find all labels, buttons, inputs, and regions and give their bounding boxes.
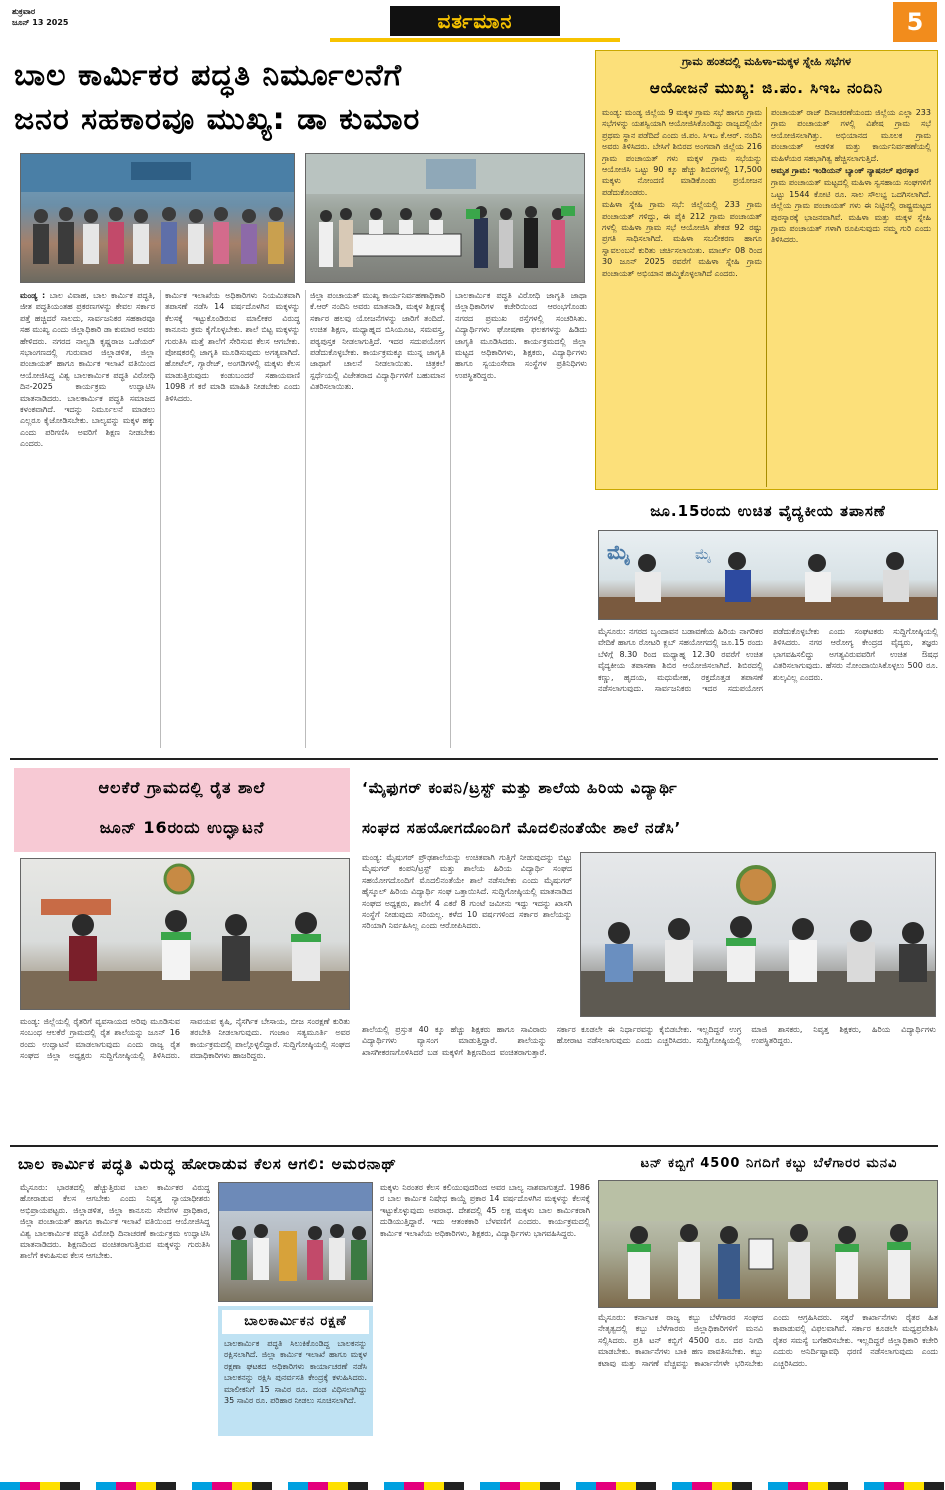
health-body-text: ಮೈಸೂರು: ನಗರದ ಬೃಂದಾವನ ಬಡಾವಣೆಯ ಹಿರಿಯ ನಾಗರಿಕರ ವೇದಿಕೆ ಹಾಗೂ ರೋಟರಿ ಕ್ಲಬ್ ಸಹಯೋಗದಲ್ಲಿ ಜೂ.15 ರಂದು ಬೆಳಿಗ್ಗೆ 8.30 ರಿಂದ ಮಧ್ಯಾಹ್ನ 12.30 ರವರೆಗೆ ಉಚಿತ ವೈದ್ಯಕೀಯ ತಪಾಸಣಾ ಶಿಬಿರ ಆಯೋಜಿಸಲಾಗಿದೆ. ಶಿಬಿರದಲ್ಲಿ ಕಣ್ಣು, ಹೃದಯ, ಮಧುಮೇಹ, ರಕ್ತದೊತ್ತಡ ತಪಾಸಣೆ ನಡೆಸಲಾಗುವುದು. ಸಾರ್ವಜನಿಕರು ಇದರ ಸದುಪಯೋಗ ಪಡೆದುಕೊಳ್ಳಬೇಕು ಎಂದು ಸಂಘಟಕರು ಸುದ್ದಿಗೋಷ್ಠಿಯಲ್ಲಿ ತಿಳಿಸಿದರು. ನಗರ ಆರೋಗ್ಯ ಕೇಂದ್ರದ ವೈದ್ಯರು, ತಜ್ಞರು ಭಾಗವಹಿಸಲಿದ್ದು ಅಗತ್ಯವಿರುವವರಿಗೆ ಉಚಿತ ಔಷಧ ವಿತರಿಸಲಾಗುವುದು. ಹೆಸರು ನೋಂದಾಯಿಸಿಕೊಳ್ಳಲು 500 ರೂ. ಶುಲ್ಕವಿಲ್ಲ ಎಂದರು. xyxy=(598,627,938,694)
lead-headline-line-1: ಬಾಲ ಕಾರ್ಮಿಕರ ಪದ್ಧತಿ ನಿರ್ಮೂಲನೆಗೆ xyxy=(14,58,403,93)
right-subhead: ಅಮೃತ ಗ್ರಾಮ: ಇಂಡಿಯನ್ ಬ್ಯಾಂಕ್ ನ್ಯಾಷನಲ್ ಪುರಸ್ಕಾರ xyxy=(771,166,919,176)
right-body-3: ಪಂಚಾಯತ್ ರಾಜ್ ದಿನಾಚರಣೆಯಂದು ಜಿಲ್ಲೆಯ ಎಲ್ಲಾ 233 ಗ್ರಾಮ ಪಂಚಾಯತ್ ಗಳಲ್ಲಿ ವಿಶೇಷ ಗ್ರಾಮ ಸಭೆ ಆಯೋಜಿಸಲಾಗಿತ್ತು. ಅಭಿಯಾನದ ಮೂಲಕ ಗ್ರಾಮ ಪಂಚಾಯತ್ ಆಡಳಿತ ಮತ್ತು ಕಾರ್ಯನಿರ್ವಹಣೆಯಲ್ಲಿ ಮಹಿಳೆಯರ ಸಹಭಾಗಿತ್ವ ಹೆಚ್ಚಿಸಲಾಗುತ್ತಿದೆ. xyxy=(771,108,931,163)
sugarcane-photo xyxy=(598,1180,938,1308)
right-headline: ಆಯೋಜನೆ ಮುಖ್ಯ: ಜಿ.ಪಂ. ಸಿಇಒ ನಂದಿನಿ xyxy=(649,79,884,97)
press-meet-icon xyxy=(581,853,936,1017)
masthead xyxy=(0,0,945,48)
column-divider xyxy=(160,290,161,748)
farmers-press-meet-icon xyxy=(21,859,350,1010)
lead-body-col-4 xyxy=(455,290,587,748)
myfugar-headline-line-1: ‘ಮೈಫುಗರ್ ಕಂಪನಿ/ಟ್ರಸ್ಟ್ ಮತ್ತು ಶಾಲೆಯ ಹಿರಿಯ ವಿದ್ಯಾರ್ಥಿ xyxy=(362,779,678,797)
right-body-col-2 xyxy=(771,107,931,487)
sugarcane-body xyxy=(598,1312,938,1472)
sugarcane-headline: ಟನ್ ಕಬ್ಬಿಗೆ 4500 ನಿಗದಿಗೆ ಕಬ್ಬು ಬೆಳೆಗಾರರ ಮನವಿ xyxy=(640,1156,898,1171)
lead-body-4: ಬಾಲಕಾರ್ಮಿಕ ಪದ್ಧತಿ ವಿರೋಧಿ ಜಾಗೃತಿ ಜಾಥಾ ಜಿಲ್ಲಾಧಿಕಾರಿಗಳ ಕಚೇರಿಯಿಂದ ಆರಂಭಗೊಂಡು ನಗರದ ಪ್ರಮುಖ ರಸ್ತೆಗಳಲ್ಲಿ ಸಂಚರಿಸಿತು. ವಿದ್ಯಾರ್ಥಿಗಳು ಘೋಷಣಾ ಫಲಕಗಳನ್ನು ಹಿಡಿದು ಜಾಗೃತಿ ಮೂಡಿಸಿದರು. ಕಾರ್ಯಕ್ರಮದಲ್ಲಿ ಜಿಲ್ಲಾ ಮಟ್ಟದ ಅಧಿಕಾರಿಗಳು, ಶಿಕ್ಷಕರು, ವಿದ್ಯಾರ್ಥಿಗಳು ಹಾಗೂ ಸ್ವಯಂಸೇವಾ ಸಂಸ್ಥೆಗಳ ಪ್ರತಿನಿಧಿಗಳು ಉಪಸ್ಥಿತರಿದ್ದರು. xyxy=(455,291,587,380)
newspaper-logo: ವರ್ತಮಾನ xyxy=(390,6,560,36)
lead-body-2: ಕಾರ್ಮಿಕ ಇಲಾಖೆಯ ಅಧಿಕಾರಿಗಳು ನಿಯಮಿತವಾಗಿ ತಪಾಸಣೆ ನಡೆಸಿ 14 ವರ್ಷದೊಳಗಿನ ಮಕ್ಕಳನ್ನು ಕೆಲಸಕ್ಕೆ ಇಟ್ಟುಕೊಂಡಿರುವ ಮಾಲೀಕರ ವಿರುದ್ಧ ಕಾನೂನು ಕ್ರಮ ಕೈಗೊಳ್ಳಬೇಕು. ಶಾಲೆ ಬಿಟ್ಟ ಮಕ್ಕಳನ್ನು ಗುರುತಿಸಿ ಮತ್ತೆ ಶಾಲೆಗೆ ಸೇರಿಸುವ ಕೆಲಸ ಆಗಬೇಕು. ಪೋಷಕರಲ್ಲಿ ಜಾಗೃತಿ ಮೂಡಿಸುವುದು ಅಗತ್ಯವಾಗಿದೆ. ಹೋಟೆಲ್, ಗ್ಯಾರೇಜ್, ಅಂಗಡಿಗಳಲ್ಲಿ ಮಕ್ಕಳು ಕೆಲಸ ಮಾಡುತ್ತಿರುವುದು ಕಂಡುಬಂದರೆ ಸಹಾಯವಾಣಿ 1098 ಗೆ ಕರೆ ಮಾಡಿ ಮಾಹಿತಿ ನೀಡಬೇಕು ಎಂದು ತಿಳಿಸಿದರು. xyxy=(165,291,300,403)
right-body-4: ಗ್ರಾಮ ಪಂಚಾಯತ್ ಮಟ್ಟದಲ್ಲಿ ಮಹಿಳಾ ಸ್ವಸಹಾಯ ಸಂಘಗಳಿಗೆ ಒಟ್ಟು 1544 ಕೋಟಿ ರೂ. ಸಾಲ ಸೌಲಭ್ಯ ಒದಗಿಸಲಾಗಿದೆ. ಜಿಲ್ಲೆಯ ಗ್ರಾಮ ಪಂಚಾಯತ್ ಗಳು ಈ ನಿಟ್ಟಿನಲ್ಲಿ ರಾಷ್ಟ್ರಮಟ್ಟದ ಪುರಸ್ಕಾರಕ್ಕೆ ಭಾಜನವಾಗಿವೆ. ಮಹಿಳಾ ಮತ್ತು ಮಕ್ಕಳ ಸ್ನೇಹಿ ಗ್ರಾಮ ಪಂಚಾಯತ್ ಗಳಾಗಿ ರೂಪಿಸುವುದು ನಮ್ಮ ಗುರಿ ಎಂದು ತಿಳಿಸಿದರು. xyxy=(771,178,931,245)
raitha-photo xyxy=(20,858,350,1010)
logo-underline xyxy=(330,38,620,42)
amarnath-body-1: ಮೈಸೂರು: ಭಾರತದಲ್ಲಿ ಹೆಚ್ಚುತ್ತಿರುವ ಬಾಲ ಕಾರ್ಮಿಕರ ವಿರುದ್ಧ ಹೋರಾಡುವ ಕೆಲಸ ಆಗಬೇಕು ಎಂದು ನಿವೃತ್ತ ನ್ಯಾಯಾಧೀಶರು ಅಭಿಪ್ರಾಯಪಟ್ಟರು. ಜಿಲ್ಲಾಡಳಿತ, ಜಿಲ್ಲಾ ಕಾನೂನು ಸೇವೆಗಳ ಪ್ರಾಧಿಕಾರ, ಜಿಲ್ಲಾ ಪಂಚಾಯತ್ ಹಾಗೂ ಕಾರ್ಮಿಕ ಇಲಾಖೆ ವತಿಯಿಂದ ಆಯೋಜಿಸಿದ್ದ ವಿಶ್ವ ಬಾಲಕಾರ್ಮಿಕ ಪದ್ಧತಿ ವಿರೋಧಿ ದಿನಾಚರಣೆ ಕಾರ್ಯಕ್ರಮ ಉದ್ಘಾಟಿಸಿ ಮಾತನಾಡಿದರು. ಶಿಕ್ಷಣದಿಂದ ವಂಚಿತರಾಗುತ್ತಿರುವ ಮಕ್ಕಳನ್ನು ಗುರುತಿಸಿ ಶಾಲೆಗೆ ಕಳುಹಿಸುವ ಕೆಲಸ ಆಗಬೇಕು. xyxy=(20,1183,210,1261)
amarnath-photo xyxy=(218,1182,373,1302)
amarnath-body-2: ಮಕ್ಕಳು ನಿರಂತರ ಕೆಲಸ ಕಲಿಯುವುದರಿಂದ ಅವರ ಬಾಲ್ಯ ನಾಶವಾಗುತ್ತದೆ. 1986 ರ ಬಾಲ ಕಾರ್ಮಿಕ ನಿಷೇಧ ಕಾಯ್ದೆ ಪ್ರಕಾರ 14 ವರ್ಷದೊಳಗಿನ ಮಕ್ಕಳನ್ನು ಕೆಲಸಕ್ಕೆ ಇಟ್ಟುಕೊಳ್ಳುವುದು ಅಪರಾಧ. ದೇಶದಲ್ಲಿ 45 ಲಕ್ಷ ಮಕ್ಕಳು ಬಾಲ ಕಾರ್ಮಿಕರಾಗಿ ದುಡಿಯುತ್ತಿದ್ದಾರೆ. ಇದು ಆತಂಕಕಾರಿ ಬೆಳವಣಿಗೆ ಎಂದರು. ಕಾರ್ಯಕ್ರಮದಲ್ಲಿ ಕಾರ್ಮಿಕ ಇಲಾಖೆಯ ಅಧಿಕಾರಿಗಳು, ಶಿಕ್ಷಕರು, ವಿದ್ಯಾರ್ಥಿಗಳು ಭಾಗವಹಿಸಿದ್ದರು. xyxy=(380,1183,590,1238)
sugarcane-body-text: ಮೈಸೂರು: ಕರ್ನಾಟಕ ರಾಜ್ಯ ಕಬ್ಬು ಬೆಳೆಗಾರರ ಸಂಘದ ನೇತೃತ್ವದಲ್ಲಿ ಕಬ್ಬು ಬೆಳೆಗಾರರು ಜಿಲ್ಲಾಧಿಕಾರಿಗಳಿಗೆ ಮನವಿ ಸಲ್ಲಿಸಿದರು. ಪ್ರತಿ ಟನ್ ಕಬ್ಬಿಗೆ 4500 ರೂ. ದರ ನಿಗದಿ ಮಾಡಬೇಕು. ಕಾರ್ಖಾನೆಗಳು ಬಾಕಿ ಹಣ ಪಾವತಿಸಬೇಕು. ಕಬ್ಬು ಕಟಾವು ಮತ್ತು ಸಾಗಣೆ ವೆಚ್ಚವನ್ನು ಕಾರ್ಖಾನೆಗಳೇ ಭರಿಸಬೇಕು ಎಂದು ಆಗ್ರಹಿಸಿದರು. ಸಕ್ಕರೆ ಕಾರ್ಖಾನೆಗಳು ರೈತರ ಹಿತ ಕಾಪಾಡುವಲ್ಲಿ ವಿಫಲವಾಗಿವೆ. ಸರ್ಕಾರ ಕೂಡಲೇ ಮಧ್ಯಪ್ರವೇಶಿಸಿ ರೈತರ ಸಮಸ್ಯೆ ಬಗೆಹರಿಸಬೇಕು. ಇಲ್ಲದಿದ್ದರೆ ಜಿಲ್ಲಾಧಿಕಾರಿ ಕಚೇರಿ ಎದುರು ಅನಿರ್ದಿಷ್ಟಾವಧಿ ಧರಣಿ ನಡೆಸಲಾಗುವುದು ಎಂದು ಎಚ್ಚರಿಸಿದರು. xyxy=(598,1313,938,1368)
svg-text:ಮೈ: ಮೈ xyxy=(695,547,712,563)
myfugar-body-1: ಮಂಡ್ಯ: ಮೈಷುಗರ್ ಪ್ರೌಢಶಾಲೆಯನ್ನು ಉಚಿತವಾಗಿ ಗುತ್ತಿಗೆ ನೀಡುವುದನ್ನು ಬಿಟ್ಟು ಮೈಷುಗರ್ ಕಂಪನಿ/ಟ್ರಸ್ಟ್ ಮತ್ತು ಶಾಲೆಯ ಹಿರಿಯ ವಿದ್ಯಾರ್ಥಿ ಸಂಘದ ಸಹಯೋಗದೊಂದಿಗೆ ಮೊದಲಿನಂತೆಯೇ ಶಾಲೆ ನಡೆಸಬೇಕು ಎಂದು ಮೈಷುಗರ್ ಹೈಸ್ಕೂಲ್ ಹಿರಿಯ ವಿದ್ಯಾರ್ಥಿ ಸಂಘ ಒತ್ತಾಯಿಸಿದೆ. ಸುದ್ದಿಗೋಷ್ಠಿಯಲ್ಲಿ ಮಾತನಾಡಿದ ಸಂಘದ ಅಧ್ಯಕ್ಷರು, ಶಾಲೆಗೆ 4 ಎಕರೆ 8 ಗುಂಟೆ ಜಮೀನು ಇದ್ದು ಇದನ್ನು ಖಾಸಗಿ ಸಂಸ್ಥೆಗೆ ನೀಡುವುದು ಸರಿಯಲ್ಲ. ಕಳೆದ 10 ವರ್ಷಗಳಿಂದ ಸರ್ಕಾರ ಶಾಲೆಯನ್ನು ಸರಿಯಾಗಿ ನಿರ್ವಹಿಸಿಲ್ಲ ಎಂದು ಆರೋಪಿಸಿದರು. xyxy=(362,853,572,931)
column-divider xyxy=(450,290,451,748)
right-body-2: ಮಹಿಳಾ ಸ್ನೇಹಿ ಗ್ರಾಮ ಸಭೆ: ಜಿಲ್ಲೆಯಲ್ಲಿ 233 ಗ್ರಾಮ ಪಂಚಾಯತ್ ಗಳಿದ್ದು, ಈ ಪೈಕಿ 212 ಗ್ರಾಮ ಪಂಚಾಯತ್ ಗಳಲ್ಲಿ ಮಹಿಳಾ ಗ್ರಾಮ ಸಭೆ ಆಯೋಜಿಸಿ ಶೇಕಡ 92 ರಷ್ಟು ಪ್ರಗತಿ ಸಾಧಿಸಲಾಗಿದೆ. ಮಹಿಳಾ ಸಬಲೀಕರಣ ಹಾಗೂ ಸ್ವಾವಲಂಬನೆ ಕುರಿತು ಚರ್ಚಿಸಲಾಯಿತು. ಮಾರ್ಚ್ 08 ರಿಂದ 30 ಜೂನ್ 2025 ರವರೆಗೆ ಮಹಿಳಾ ಸ್ನೇಹಿ ಗ್ರಾಮ ಪಂಚಾಯತ್ ಅಭಿಯಾನ ಹಮ್ಮಿಕೊಳ್ಳಲಾಗಿದೆ ಎಂದರು. xyxy=(602,200,762,278)
lead-body-col-2 xyxy=(165,290,300,748)
section-divider xyxy=(10,1145,938,1147)
amarnath-body-col-2 xyxy=(380,1182,590,1472)
lead-dateline: ಮಂಡ್ಯ : xyxy=(20,291,46,300)
section-divider xyxy=(10,758,938,760)
right-body-col-1 xyxy=(602,107,762,487)
people-group-icon xyxy=(21,154,295,283)
lead-body-1: ಬಾಲ ವಿವಾಹ, ಬಾಲ ಕಾರ್ಮಿಕ ಪದ್ಧತಿ, ಜೀತ ಪದ್ಧತಿಯಂತಹ ಪ್ರಕರಣಗಳನ್ನು ಕೇವಲ ಸರ್ಕಾರ ಪತ್ತೆ ಹಚ್ಚಿದರೆ ಸಾಲದು, ಸಾರ್ವಜನಿಕರ ಸಹಕಾರವೂ ಸಹ ಮುಖ್ಯ ಎಂದು ಜಿಲ್ಲಾಧಿಕಾರಿ ಡಾ ಕುಮಾರ ಅವರು ಹೇಳಿದರು. ನಗರದ ನಾಲ್ವಡಿ ಕೃಷ್ಣರಾಜ ಒಡೆಯರ್ ಸಭಾಂಗಣದಲ್ಲಿ ಗುರುವಾರ ಜಿಲ್ಲಾಡಳಿತ, ಜಿಲ್ಲಾ ಪಂಚಾಯತ್ ಹಾಗೂ ಕಾರ್ಮಿಕ ಇಲಾಖೆ ವತಿಯಿಂದ ಆಯೋಜಿಸಿದ್ದ ವಿಶ್ವ ಬಾಲಕಾರ್ಮಿಕ ಪದ್ಧತಿ ವಿರೋಧಿ ದಿನ-2025 ಕಾರ್ಯಕ್ರಮ ಉದ್ಘಾಟಿಸಿ ಮಾತನಾಡಿದರು. ಬಾಲಕಾರ್ಮಿಕ ಪದ್ಧತಿ ಸಮಾಜದ ಕಳಂಕವಾಗಿದೆ. ಇದನ್ನು ನಿರ್ಮೂಲನೆ ಮಾಡಲು ಎಲ್ಲರೂ ಕೈಜೋಡಿಸಬೇಕು. ಬಾಲ್ಯವನ್ನು ಮಕ್ಕಳ ಹಕ್ಕು ಎಂದು ಪರಿಗಣಿಸಿ ಅವರಿಗೆ ಶಿಕ್ಷಣ ನೀಡಬೇಕು ಎಂದರು. xyxy=(20,291,155,449)
press-meet-icon xyxy=(599,531,938,620)
right-kicker: ಗ್ರಾಮ ಹಂತದಲ್ಲಿ ಮಹಿಳಾ-ಮಕ್ಕಳ ಸ್ನೇಹಿ ಸಭೆಗಳ xyxy=(682,55,851,68)
right-yellow-box xyxy=(595,50,938,490)
lead-body-3: ಜಿಲ್ಲಾ ಪಂಚಾಯತ್ ಮುಖ್ಯ ಕಾರ್ಯನಿರ್ವಹಣಾಧಿಕಾರಿ ಕೆ.ಆರ್ ನಂದಿನಿ ಅವರು ಮಾತನಾಡಿ, ಮಕ್ಕಳ ಶಿಕ್ಷಣಕ್ಕೆ ಸರ್ಕಾರ ಹಲವು ಯೋಜನೆಗಳನ್ನು ಜಾರಿಗೆ ತಂದಿದೆ. ಉಚಿತ ಶಿಕ್ಷಣ, ಮಧ್ಯಾಹ್ನದ ಬಿಸಿಯೂಟ, ಸಮವಸ್ತ್ರ, ಪಠ್ಯಪುಸ್ತಕ ನೀಡಲಾಗುತ್ತಿದೆ. ಇದರ ಸದುಪಯೋಗ ಪಡೆದುಕೊಳ್ಳಬೇಕು. ಕಾರ್ಯಕ್ರಮಕ್ಕೂ ಮುನ್ನ ಜಾಗೃತಿ ಜಾಥಾಗೆ ಚಾಲನೆ ನೀಡಲಾಯಿತು. ಚಿತ್ರಕಲೆ ಸ್ಪರ್ಧೆಯಲ್ಲಿ ವಿಜೇತರಾದ ವಿದ್ಯಾರ್ಥಿಗಳಿಗೆ ಬಹುಮಾನ ವಿತರಿಸಲಾಯಿತು. xyxy=(310,291,445,392)
issue-day: ಶುಕ್ರವಾರ xyxy=(12,7,36,16)
raitha-headline-box xyxy=(14,768,350,852)
myfugar-photo xyxy=(580,852,936,1017)
child-rescue-title: ಬಾಲಕಾರ್ಮಿಕನ ರಕ್ಷಣೆ xyxy=(222,1310,369,1334)
health-body xyxy=(598,626,938,748)
amarnath-headline: ಬಾಲ ಕಾರ್ಮಿಕ ಪದ್ಧತಿ ವಿರುದ್ಧ ಹೋರಾಡುವ ಕೆಲಸ ಆಗಲಿ: ಅಮರನಾಥ್ xyxy=(18,1155,397,1173)
myfugar-body-col-1 xyxy=(362,852,572,1017)
issue-date-text: ಜೂನ್ 13 2025 xyxy=(12,18,69,27)
lead-body-col-1 xyxy=(20,290,155,748)
myfugar-headline-line-2: ಸಂಘದ ಸಹಯೋಗದೊಂದಿಗೆ ಮೊದಲಿನಂತೆಯೇ ಶಾಲೆ ನಡೆಸಿ’ xyxy=(362,819,682,837)
right-body-1: ಮಂಡ್ಯ: ಮಂಡ್ಯ ಜಿಲ್ಲೆಯ 9 ಮಕ್ಕಳ ಗ್ರಾಮ ಸಭೆ ಹಾಗೂ ಗ್ರಾಮ ಸಭೆಗಳನ್ನು ಯಶಸ್ವಿಯಾಗಿ ಆಯೋಜಿಸಿಕೊಂಡಿದ್ದು ರಾಜ್ಯದಲ್ಲಿಯೇ ಪ್ರಥಮ ಸ್ಥಾನ ಪಡೆದಿದೆ ಎಂದು ಜಿ.ಪಂ. ಸಿಇಒ ಕೆ.ಆರ್. ನಂದಿನಿ ಅವರು ತಿಳಿಸಿದರು. ಬೇಸಿಗೆ ಶಿಬಿರದ ಅಂಗವಾಗಿ ಜಿಲ್ಲೆಯ 216 ಗ್ರಾಮ ಪಂಚಾಯತ್ ಗಳು ಮಕ್ಕಳ ಗ್ರಾಮ ಸಭೆಯನ್ನು ಆಯೋಜಿಸಿ ಒಟ್ಟು 90 ಕ್ಕೂ ಹೆಚ್ಚು ಶಿಬಿರಗಳಲ್ಲಿ 17,500 ಮಕ್ಕಳು ನೋಂದಣಿ ಮಾಡಿಕೊಂಡು ಪ್ರಯೋಜನ ಪಡೆದುಕೊಂಡರು. xyxy=(602,108,762,197)
farmers-petition-icon xyxy=(599,1181,938,1308)
health-headline: ಜೂ.15ರಂದು ಉಚಿತ ವೈದ್ಯಕೀಯ ತಪಾಸಣೆ xyxy=(650,502,886,520)
lead-photo-stage xyxy=(20,153,295,283)
lead-photo-rally xyxy=(305,153,585,283)
page-number-badge: 5 xyxy=(893,2,937,42)
registration-strip xyxy=(0,1482,945,1490)
myfugar-headline xyxy=(362,768,938,852)
myfugar-body-cols xyxy=(362,1024,936,1140)
raitha-headline-line-2: ಜೂನ್ 16ರಂದು ಉದ್ಘಾಟನೆ xyxy=(99,818,265,837)
health-photo xyxy=(598,530,938,620)
issue-date xyxy=(12,6,69,28)
lead-headline xyxy=(14,54,584,144)
stage-event-icon xyxy=(219,1183,373,1302)
child-rescue-body: ಬಾಲಕಾರ್ಮಿಕ ಪದ್ಧತಿ ಸಿಲುಕಿಕೊಂಡಿದ್ದ ಬಾಲಕನನ್ನು ರಕ್ಷಿಸಲಾಗಿದೆ. ಜಿಲ್ಲಾ ಕಾರ್ಮಿಕ ಇಲಾಖೆ ಹಾಗೂ ಮಕ್ಕಳ ರಕ್ಷಣಾ ಘಟಕದ ಅಧಿಕಾರಿಗಳು ಕಾರ್ಯಾಚರಣೆ ನಡೆಸಿ ಬಾಲಕನನ್ನು ರಕ್ಷಿಸಿ ಪುನರ್ವಸತಿ ಕೇಂದ್ರಕ್ಕೆ ಕಳುಹಿಸಿದರು. ಮಾಲೀಕನಿಗೆ 15 ಸಾವಿರ ರೂ. ದಂಡ ವಿಧಿಸಲಾಗಿದ್ದು 35 ಸಾವಿರ ರೂ. ಪರಿಹಾರ ನೀಡಲು ಸೂಚಿಸಲಾಗಿದೆ. xyxy=(224,1339,367,1406)
raitha-body xyxy=(20,1016,350,1140)
raitha-body-text: ಮಂಡ್ಯ: ಜಿಲ್ಲೆಯಲ್ಲಿ ರೈತರಿಗೆ ವ್ಯವಸಾಯದ ಅರಿವು ಮೂಡಿಸುವ ಸಂಬಂಧ ಆಲಕೆರೆ ಗ್ರಾಮದಲ್ಲಿ ರೈತ ಶಾಲೆಯನ್ನು ಜೂನ್ 16 ರಂದು ಉದ್ಘಾಟನೆ ಮಾಡಲಾಗುವುದು ಎಂದು ರಾಜ್ಯ ರೈತ ಸಂಘದ ಜಿಲ್ಲಾ ಅಧ್ಯಕ್ಷರು ಸುದ್ದಿಗೋಷ್ಠಿಯಲ್ಲಿ ತಿಳಿಸಿದರು. ಸಾವಯವ ಕೃಷಿ, ನೈಸರ್ಗಿಕ ಬೇಸಾಯ, ಬೀಜ ಸಂರಕ್ಷಣೆ ಕುರಿತು ತರಬೇತಿ ನೀಡಲಾಗುವುದು. ಗಂಜಾಂ ಸತ್ಯಮೂರ್ತಿ ಅವರ ಕಾರ್ಯಕ್ರಮದಲ್ಲಿ ಪಾಲ್ಗೊಳ್ಳಲಿದ್ದಾರೆ. ಸುದ್ದಿಗೋಷ್ಠಿಯಲ್ಲಿ ಸಂಘದ ಪದಾಧಿಕಾರಿಗಳು ಹಾಜರಿದ್ದರು. xyxy=(20,1017,350,1061)
raitha-headline-line-1: ಆಲಕೆರೆ ಗ್ರಾಮದಲ್ಲಿ ರೈತ ಶಾಲೆ xyxy=(98,778,266,797)
lead-headline-line-2: ಜನರ ಸಹಕಾರವೂ ಮುಖ್ಯ: ಡಾ ಕುಮಾರ xyxy=(14,102,421,137)
myfugar-body-2: ಶಾಲೆಯಲ್ಲಿ ಪ್ರಸ್ತುತ 40 ಕ್ಕೂ ಹೆಚ್ಚು ಶಿಕ್ಷಕರು ಹಾಗೂ ಸಾವಿರಾರು ವಿದ್ಯಾರ್ಥಿಗಳು ವ್ಯಾಸಂಗ ಮಾಡುತ್ತಿದ್ದಾರೆ. ಶಾಲೆಯನ್ನು ಖಾಸಗೀಕರಣಗೊಳಿಸಿದರೆ ಬಡ ಮಕ್ಕಳಿಗೆ ಶಿಕ್ಷಣದಿಂದ ವಂಚಿತರಾಗುತ್ತಾರೆ. ಸರ್ಕಾರ ಕೂಡಲೇ ಈ ನಿರ್ಧಾರವನ್ನು ಕೈಬಿಡಬೇಕು. ಇಲ್ಲದಿದ್ದರೆ ಉಗ್ರ ಹೋರಾಟ ನಡೆಸಲಾಗುವುದು ಎಂದು ಎಚ್ಚರಿಸಿದರು. ಸುದ್ದಿಗೋಷ್ಠಿಯಲ್ಲಿ ಮಾಜಿ ಶಾಸಕರು, ನಿವೃತ್ತ ಶಿಕ್ಷಕರು, ಹಿರಿಯ ವಿದ್ಯಾರ್ಥಿಗಳು ಉಪಸ್ಥಿತರಿದ್ದರು. xyxy=(362,1025,936,1057)
column-divider xyxy=(766,107,767,487)
amarnath-body-col-1 xyxy=(20,1182,210,1472)
svg-text:ಮೈ: ಮೈ xyxy=(607,540,631,564)
lead-body-col-3 xyxy=(310,290,445,748)
column-divider xyxy=(305,290,306,748)
rally-banner-icon xyxy=(306,154,585,283)
child-rescue-box xyxy=(218,1306,373,1436)
